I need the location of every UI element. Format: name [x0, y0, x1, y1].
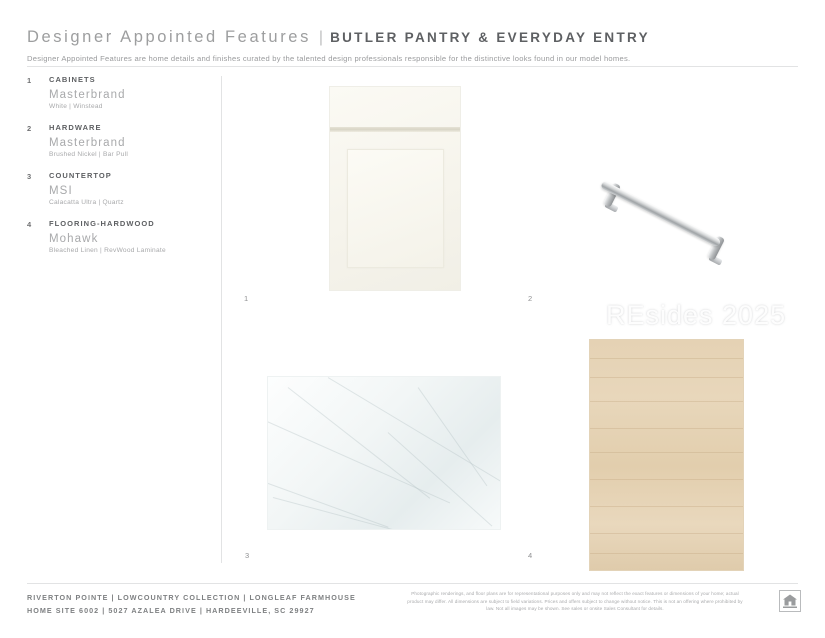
wood-grain	[590, 428, 743, 429]
page-title-separator: |	[318, 29, 324, 46]
page-title-main: Designer Appointed Features	[27, 28, 311, 46]
spec-number: 3	[27, 172, 32, 181]
spec-category: COUNTERTOP	[49, 171, 112, 180]
quartz-vein	[288, 387, 430, 499]
spec-number: 2	[27, 124, 32, 133]
page-subtitle: Designer Appointed Features are home details and finishes curated by the talented design professionals responsible for the distinctive looks found in our model homes.	[27, 54, 631, 63]
wood-grain	[590, 533, 743, 534]
footer-community-info	[27, 592, 397, 617]
specification-list	[27, 75, 207, 267]
spec-brand: Mohawk	[49, 233, 99, 245]
spec-detail: Bleached Linen | RevWood Laminate	[49, 247, 166, 254]
wood-grain	[590, 479, 743, 480]
spec-number: 1	[27, 76, 32, 85]
footer-disclaimer: Photographic renderings, and floor plans are for representational purposes only and may not reflect the exact features or dimensions of your home; actual product may differ. All dimensions are subject to field variations. Prices and offers subject to change without notice. This is not an offering where prohibited by law. Not all images may be shown. See sales or onsite Sales Consultant for details.	[407, 591, 743, 612]
flooring-hardwood-image	[590, 340, 743, 570]
wood-grain	[590, 553, 743, 554]
page-header	[27, 28, 797, 63]
spec-detail: Calacatta Ultra | Quartz	[49, 199, 124, 206]
figure-caption-4: 4	[528, 551, 533, 560]
figure-caption-1: 1	[244, 294, 249, 303]
countertop-quartz-image	[268, 377, 500, 529]
wood-grain	[590, 358, 743, 359]
bar-pull-bar	[600, 180, 721, 247]
spec-category: CABINETS	[49, 75, 96, 84]
footer-divider	[27, 583, 798, 584]
equal-housing-opportunity-icon	[779, 590, 801, 612]
cabinet-rail	[330, 127, 460, 132]
watermark: REsides 2025	[606, 300, 787, 330]
wood-grain	[590, 401, 743, 402]
spec-brand: MSI	[49, 185, 73, 197]
spec-number: 4	[27, 220, 32, 229]
quartz-vein	[388, 432, 493, 526]
page-title-sub: BUTLER PANTRY & EVERYDAY ENTRY	[330, 30, 650, 45]
spec-detail: White | Winstead	[49, 103, 103, 110]
page-title	[27, 28, 797, 47]
spec-detail: Brushed Nickel | Bar Pull	[49, 151, 129, 158]
hardware-bar-pull-image	[598, 150, 738, 230]
list-item	[27, 75, 207, 110]
cabinet-door-image	[330, 87, 460, 290]
list-item	[27, 123, 207, 158]
footer-line-2: HOME SITE 6002 | 5027 AZALEA DRIVE | HARDEEVILLE, SC 29927	[27, 605, 315, 615]
spec-category: HARDWARE	[49, 123, 102, 132]
cabinet-panel	[347, 149, 444, 268]
spec-brand: Masterbrand	[49, 137, 126, 149]
spec-category: FLOORING-HARDWOOD	[49, 219, 155, 228]
figure-caption-3: 3	[245, 551, 250, 560]
list-item	[27, 219, 207, 254]
footer-line-1: RIVERTON POINTE | LOWCOUNTRY COLLECTION | LONGLEAF FARMHOUSE	[27, 593, 356, 602]
wood-grain	[590, 377, 743, 378]
quartz-vein	[268, 417, 450, 504]
list-item	[27, 171, 207, 206]
figure-caption-2: 2	[528, 294, 533, 303]
wood-grain	[590, 452, 743, 453]
wood-grain	[590, 506, 743, 507]
content-divider	[221, 76, 222, 563]
header-divider	[27, 66, 798, 67]
spec-brand: Masterbrand	[49, 89, 126, 101]
